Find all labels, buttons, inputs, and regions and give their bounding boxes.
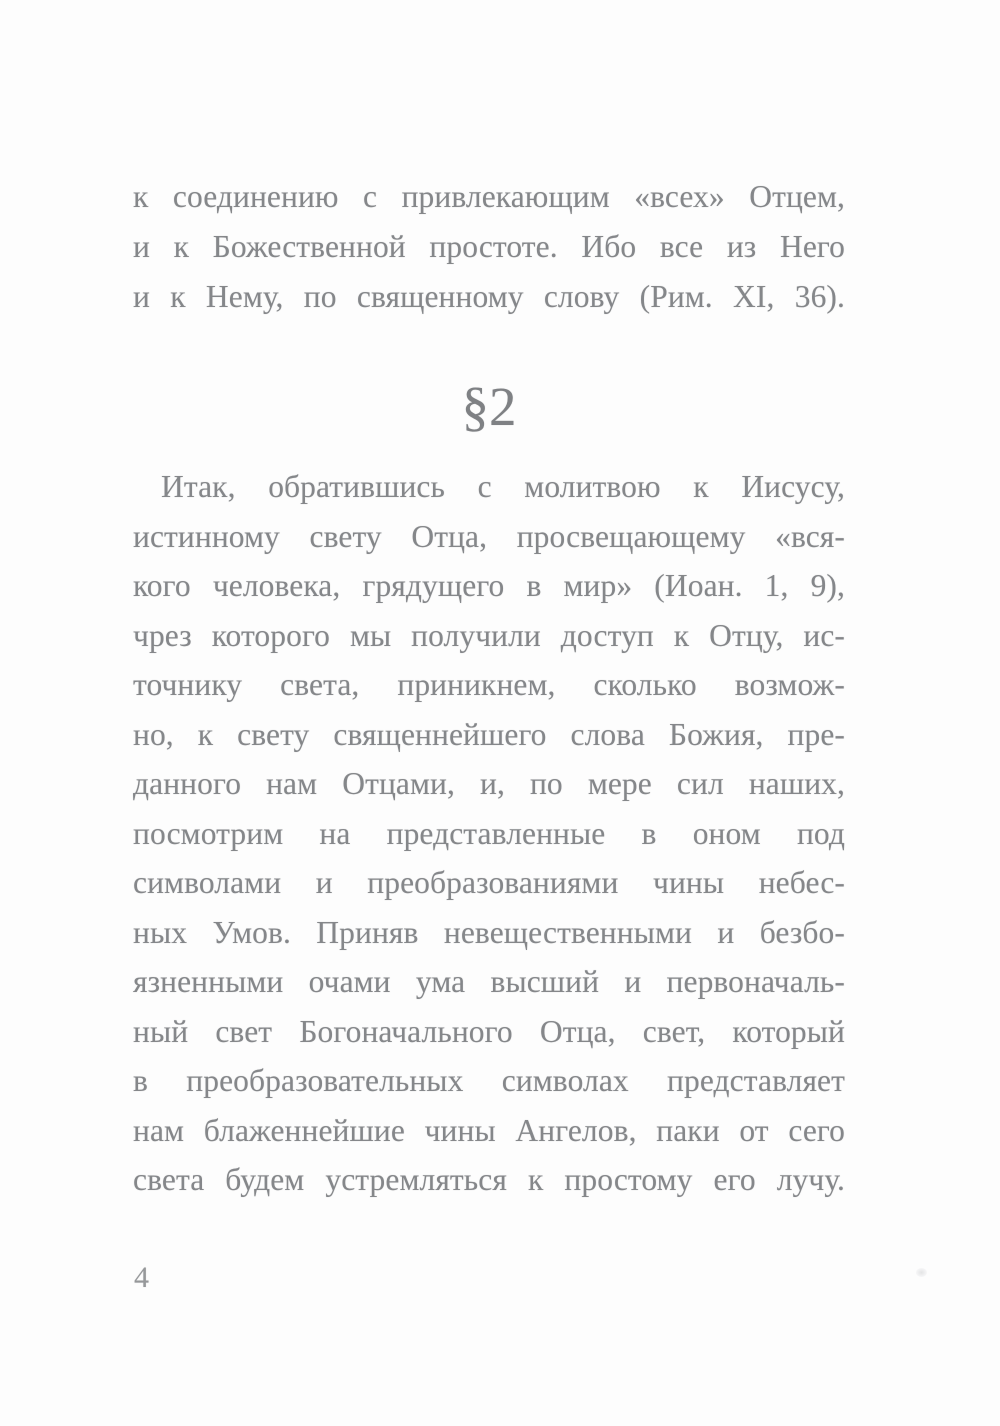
paragraph-continuation bbox=[133, 172, 845, 322]
text-line: Итак, обратившись с молитвою к Иисусу, bbox=[161, 469, 845, 504]
text-line: но, к свету священнейшего слова Божия, пре- bbox=[133, 716, 845, 752]
text-line: и к Нему, по священному слову (Рим. XI, 36). bbox=[133, 279, 845, 314]
paragraph-main bbox=[133, 462, 845, 1205]
text-line: в преобразовательных символах представляет bbox=[133, 1063, 845, 1098]
text-line: символами и преобразованиями чины небес- bbox=[133, 865, 845, 900]
text-line: ных Умов. Приняв невещественными и безбо- bbox=[133, 914, 845, 950]
text-line: данного нам Отцами, и, по мере сил наших, bbox=[133, 766, 845, 801]
text-line: и к Божественной простоте. Ибо все из Него bbox=[133, 229, 845, 264]
page-number: 4 bbox=[134, 1261, 149, 1294]
text-line: нам блаженнейшие чины Ангелов, паки от сего bbox=[133, 1112, 845, 1148]
text-line: к соединению с привлекающим «всех» Отцем, bbox=[133, 179, 845, 214]
text-line: света будем устремляться к простому его лучу. bbox=[133, 1162, 845, 1197]
text-line: язненными очами ума высший и первоначаль- bbox=[133, 964, 845, 999]
text-line: точнику света, приникнем, сколько возмож- bbox=[133, 667, 845, 702]
text-line: кого человека, грядущего в мир» (Иоан. 1, 9), bbox=[133, 568, 845, 603]
scan-artifact-speck bbox=[916, 1268, 927, 1277]
text-line: ный свет Богоначального Отца, свет, который bbox=[133, 1013, 845, 1049]
text-line: чрез которого мы получили доступ к Отцу, ис- bbox=[133, 617, 845, 653]
text-line: посмотрим на представленные в оном под bbox=[133, 815, 845, 851]
text-line: истинному свету Отца, просвещающему «вся- bbox=[133, 518, 845, 554]
section-heading: §2 bbox=[461, 376, 517, 437]
